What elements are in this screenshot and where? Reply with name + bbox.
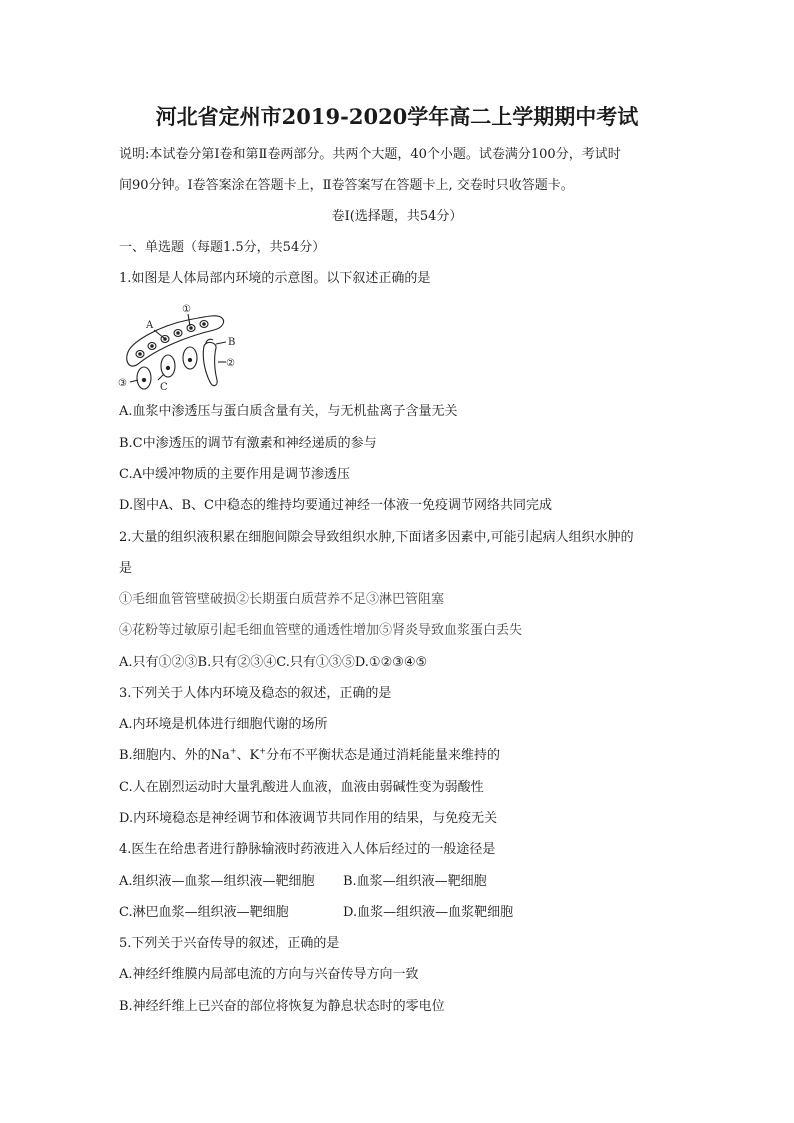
q5-stem: 5.下列关于兴奋传导的叙述，正确的是 — [119, 936, 340, 951]
q1-option-b: B.C中渗透压的调节有激素和神经递质的参与 — [119, 436, 377, 451]
part-heading: 一、单选题（每题1.5分，共54分） — [119, 240, 326, 255]
capillary-vessel — [127, 316, 224, 366]
superscript-plus: + — [259, 746, 266, 756]
q2-options: A.只有①②③B.只有②③④C.只有①③⑤D.①②③④⑤ — [119, 655, 428, 670]
q2-stem-line-1: 2.大量的组织液积累在细胞间隙会导致组织水肿,下面诸多因素中,可能引起病人组织水肿的 — [119, 530, 634, 545]
q3-option-b-part2: 、K — [236, 748, 260, 763]
q1-option-a: A.血浆中渗透压与蛋白质含量有关，与无机盐离子含量无关 — [119, 404, 458, 419]
figure-label-3: ③ — [118, 378, 127, 389]
q2-factors-line-2: ④花粉等过敏原引起毛细血管壁的通透性增加⑤肾炎导致血浆蛋白丢失 — [119, 623, 523, 638]
q2-factors-line-1: ①毛细血管管壁破损②长期蛋白质营养不足③淋巴管阻塞 — [119, 592, 445, 607]
section-title: 卷Ⅰ(选择题，共54分） — [331, 209, 463, 224]
q4-option-b: B.血浆—组织液—靶细胞 — [343, 874, 487, 889]
figure-label-2: ② — [226, 358, 235, 369]
q4-stem: 4.医生在给患者进行静脉输液时药液进入人体后经过的一般途径是 — [119, 842, 496, 857]
q4-option-a: A.组织液—血浆—组织液—靶细胞 — [119, 874, 315, 889]
q3-option-d: D.内环境稳态是神经调节和体液调节共同作用的结果，与免疫无关 — [119, 811, 498, 826]
figure-label-c: C — [160, 382, 168, 392]
figure-label-1: ① — [182, 304, 191, 315]
q3-option-a: A.内环境是机体进行细胞代谢的场所 — [119, 717, 328, 732]
q1-option-c: C.A中缓冲物质的主要作用是调节渗透压 — [119, 467, 351, 482]
q3-option-b — [119, 747, 500, 765]
page-title: 河北省定州市2019-2020学年高二上学期期中考试 — [155, 104, 639, 129]
q4-option-d: D.血浆—组织液—血浆靶细胞 — [343, 905, 514, 920]
q4-option-c: C.淋巴血浆—组织液—靶细胞 — [119, 905, 289, 920]
figure-label-a: A — [146, 320, 154, 331]
lymph-vessel — [203, 342, 217, 385]
intro-line-2: 间90分钟。Ⅰ卷答案涂在答题卡上，Ⅱ卷答案写在答题卡上, 交卷时只收答题卡。 — [119, 178, 574, 193]
q3-stem: 3.下列关于人体内环境及稳态的叙述，正确的是 — [119, 686, 392, 701]
q1-option-d: D.图中A、B、C中稳态的维持均要通过神经一体液一免疫调节网络共同完成 — [119, 498, 552, 513]
q3-option-c: C.人在剧烈运动时大量乳酸进人血液，血液由弱碱性变为弱酸性 — [119, 780, 484, 795]
tissue-diagram — [118, 300, 243, 392]
q3-option-b-part3: 分布不平衡状态是通过消耗能量来维持的 — [265, 748, 500, 763]
superscript-plus: + — [229, 746, 237, 756]
q5-option-b: B.神经纤维上已兴奋的部位将恢复为静息状态时的零电位 — [119, 999, 445, 1014]
q1-stem: 1.如图是人体局部内环境的示意图。以下叙述正确的是 — [119, 271, 431, 286]
q3-option-b-part1: B.细胞内、外的Na — [119, 748, 230, 763]
figure-label-b: B — [228, 337, 236, 348]
q2-stem-line-2: 是 — [119, 561, 133, 576]
q5-option-a: A.神经纤维膜内局部电流的方向与兴奋传导方向一致 — [119, 967, 419, 982]
intro-line-1: 说明:本试卷分第Ⅰ卷和第Ⅱ卷两部分。共两个大题，40个小题。试卷满分100分，考试时 — [119, 147, 621, 162]
